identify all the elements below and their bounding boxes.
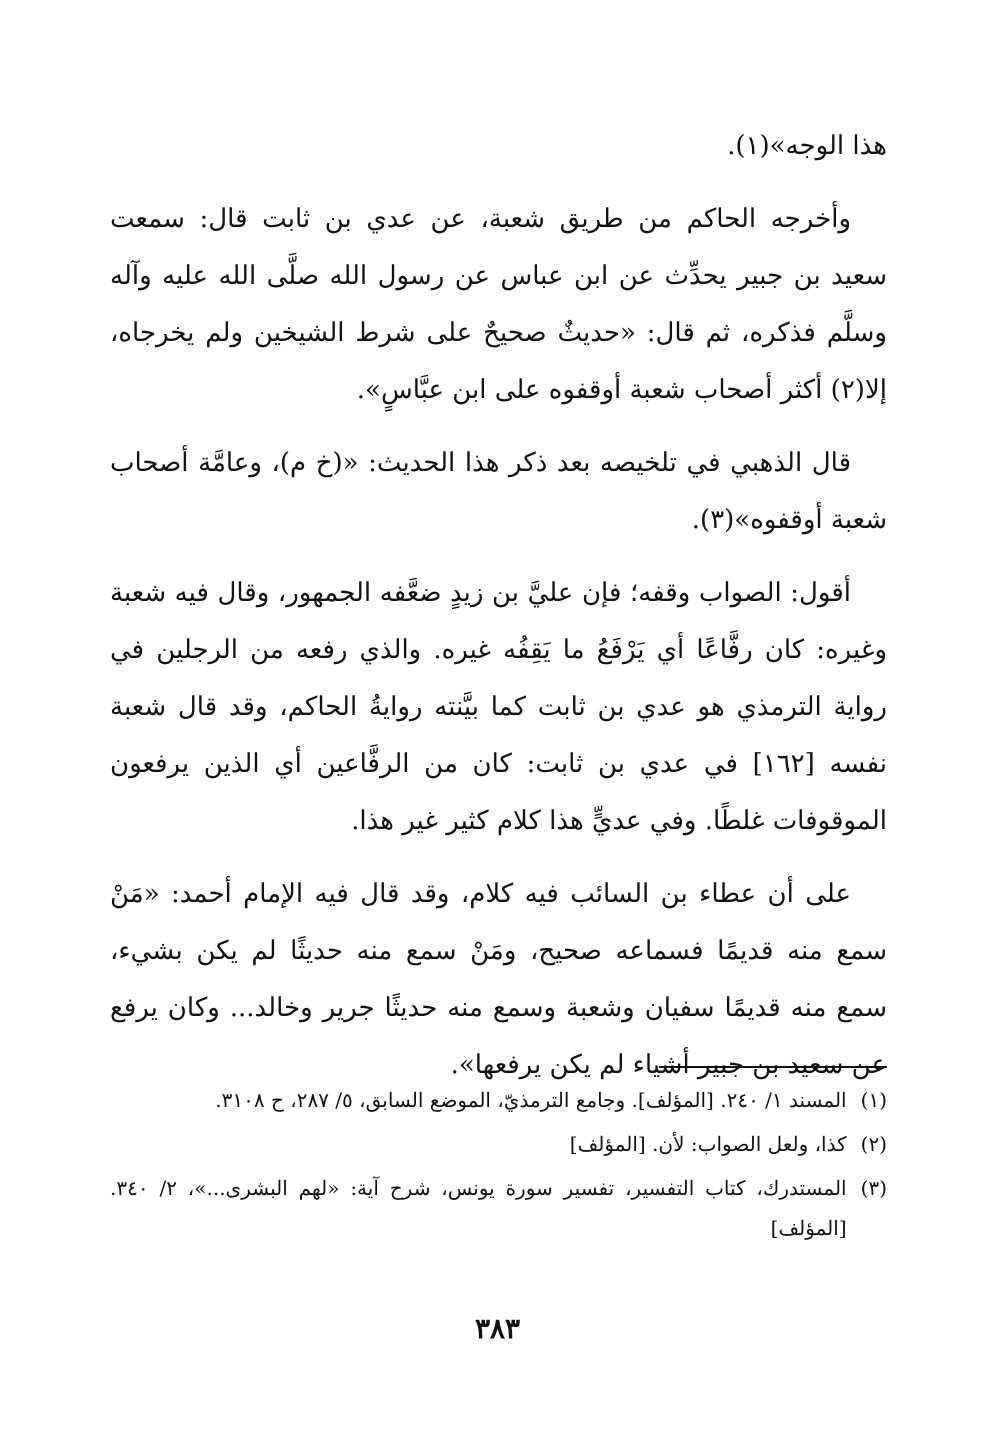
footnotes bbox=[110, 1080, 887, 1252]
page-number: ٣٨٣ bbox=[474, 1312, 521, 1345]
footnote-text: كذا، ولعل الصواب: لأن. [المؤلف] bbox=[569, 1132, 847, 1156]
paragraph-ata-ibn-saib: على أن عطاء بن السائب فيه كلام، وقد قال فيه الإمام أحمد: «مَنْ سمع منه قديمًا فسماعه صحيح، ومَنْ سمع منه حديثًا لم يكن بشيء، سمع منه قديمًا سفيان وشعبة وسمع منه حديثًا جرير وخالد... وكان يرفع عن سعيد بن جبير أشياء لم يكن يرفعها». bbox=[110, 879, 887, 1080]
footnote-3 bbox=[110, 1168, 887, 1248]
footnote-separator bbox=[659, 1066, 887, 1068]
footnote-number: (١) bbox=[860, 1088, 887, 1112]
footnote-2 bbox=[110, 1124, 887, 1164]
footnote-text: المسند ١/ ٢٤٠. [المؤلف]. وجامع الترمذيّ، الموضع السابق، ٥/ ٢٨٧، ح ٣١٠٨. bbox=[215, 1088, 847, 1112]
paragraph-hakim: وأخرجه الحاكم من طريق شعبة، عن عدي بن ثابت قال: سمعت سعيد بن جبير يحدِّث عن ابن عباس عن رسول الله صلَّى الله عليه وآله وسلَّم فذكره، ثم قال: «حديثٌ صحيحٌ على شرط الشيخين ولم يخرجاه، إلا(٢) أكثر أصحاب شعبة أوقفوه على ابن عبَّاسٍ». bbox=[110, 204, 887, 405]
footnote-number: (٣) bbox=[860, 1176, 887, 1200]
paragraph-continuation: هذا الوجه»(١). bbox=[727, 131, 887, 161]
footnote-text: المستدرك، كتاب التفسير، تفسير سورة يونس، شرح آية: «لهم البشرى...»، ٢/ ٣٤٠. [المؤلف] bbox=[110, 1176, 847, 1240]
footnote-1 bbox=[110, 1080, 887, 1120]
footnote-number: (٢) bbox=[860, 1132, 887, 1156]
main-text bbox=[110, 118, 887, 1110]
paragraph-dhahabi: قال الذهبي في تلخيصه بعد ذكر هذا الحديث: «(خ م)، وعامَّة أصحاب شعبة أوقفوه»(٣). bbox=[110, 448, 887, 535]
paragraph-author-opinion: أقول: الصواب وقفه؛ فإن عليَّ بن زيدٍ ضعَّفه الجمهور، وقال فيه شعبة وغيره: كان رفَّاعًا أي يَرْفَعُ ما يَقِفُه غيره. والذي رفعه من الرجلين في رواية الترمذي هو عدي بن ثابت كما بيَّنته روايةُ الحاكم، وقد قال شعبة نفسه [١٦٢] في عدي بن ثابت: كان من الرفَّاعين أي الذين يرفعون الموقوفات غلطًا. وفي عديٍّ هذا كلام كثير غير هذا. bbox=[110, 578, 887, 836]
